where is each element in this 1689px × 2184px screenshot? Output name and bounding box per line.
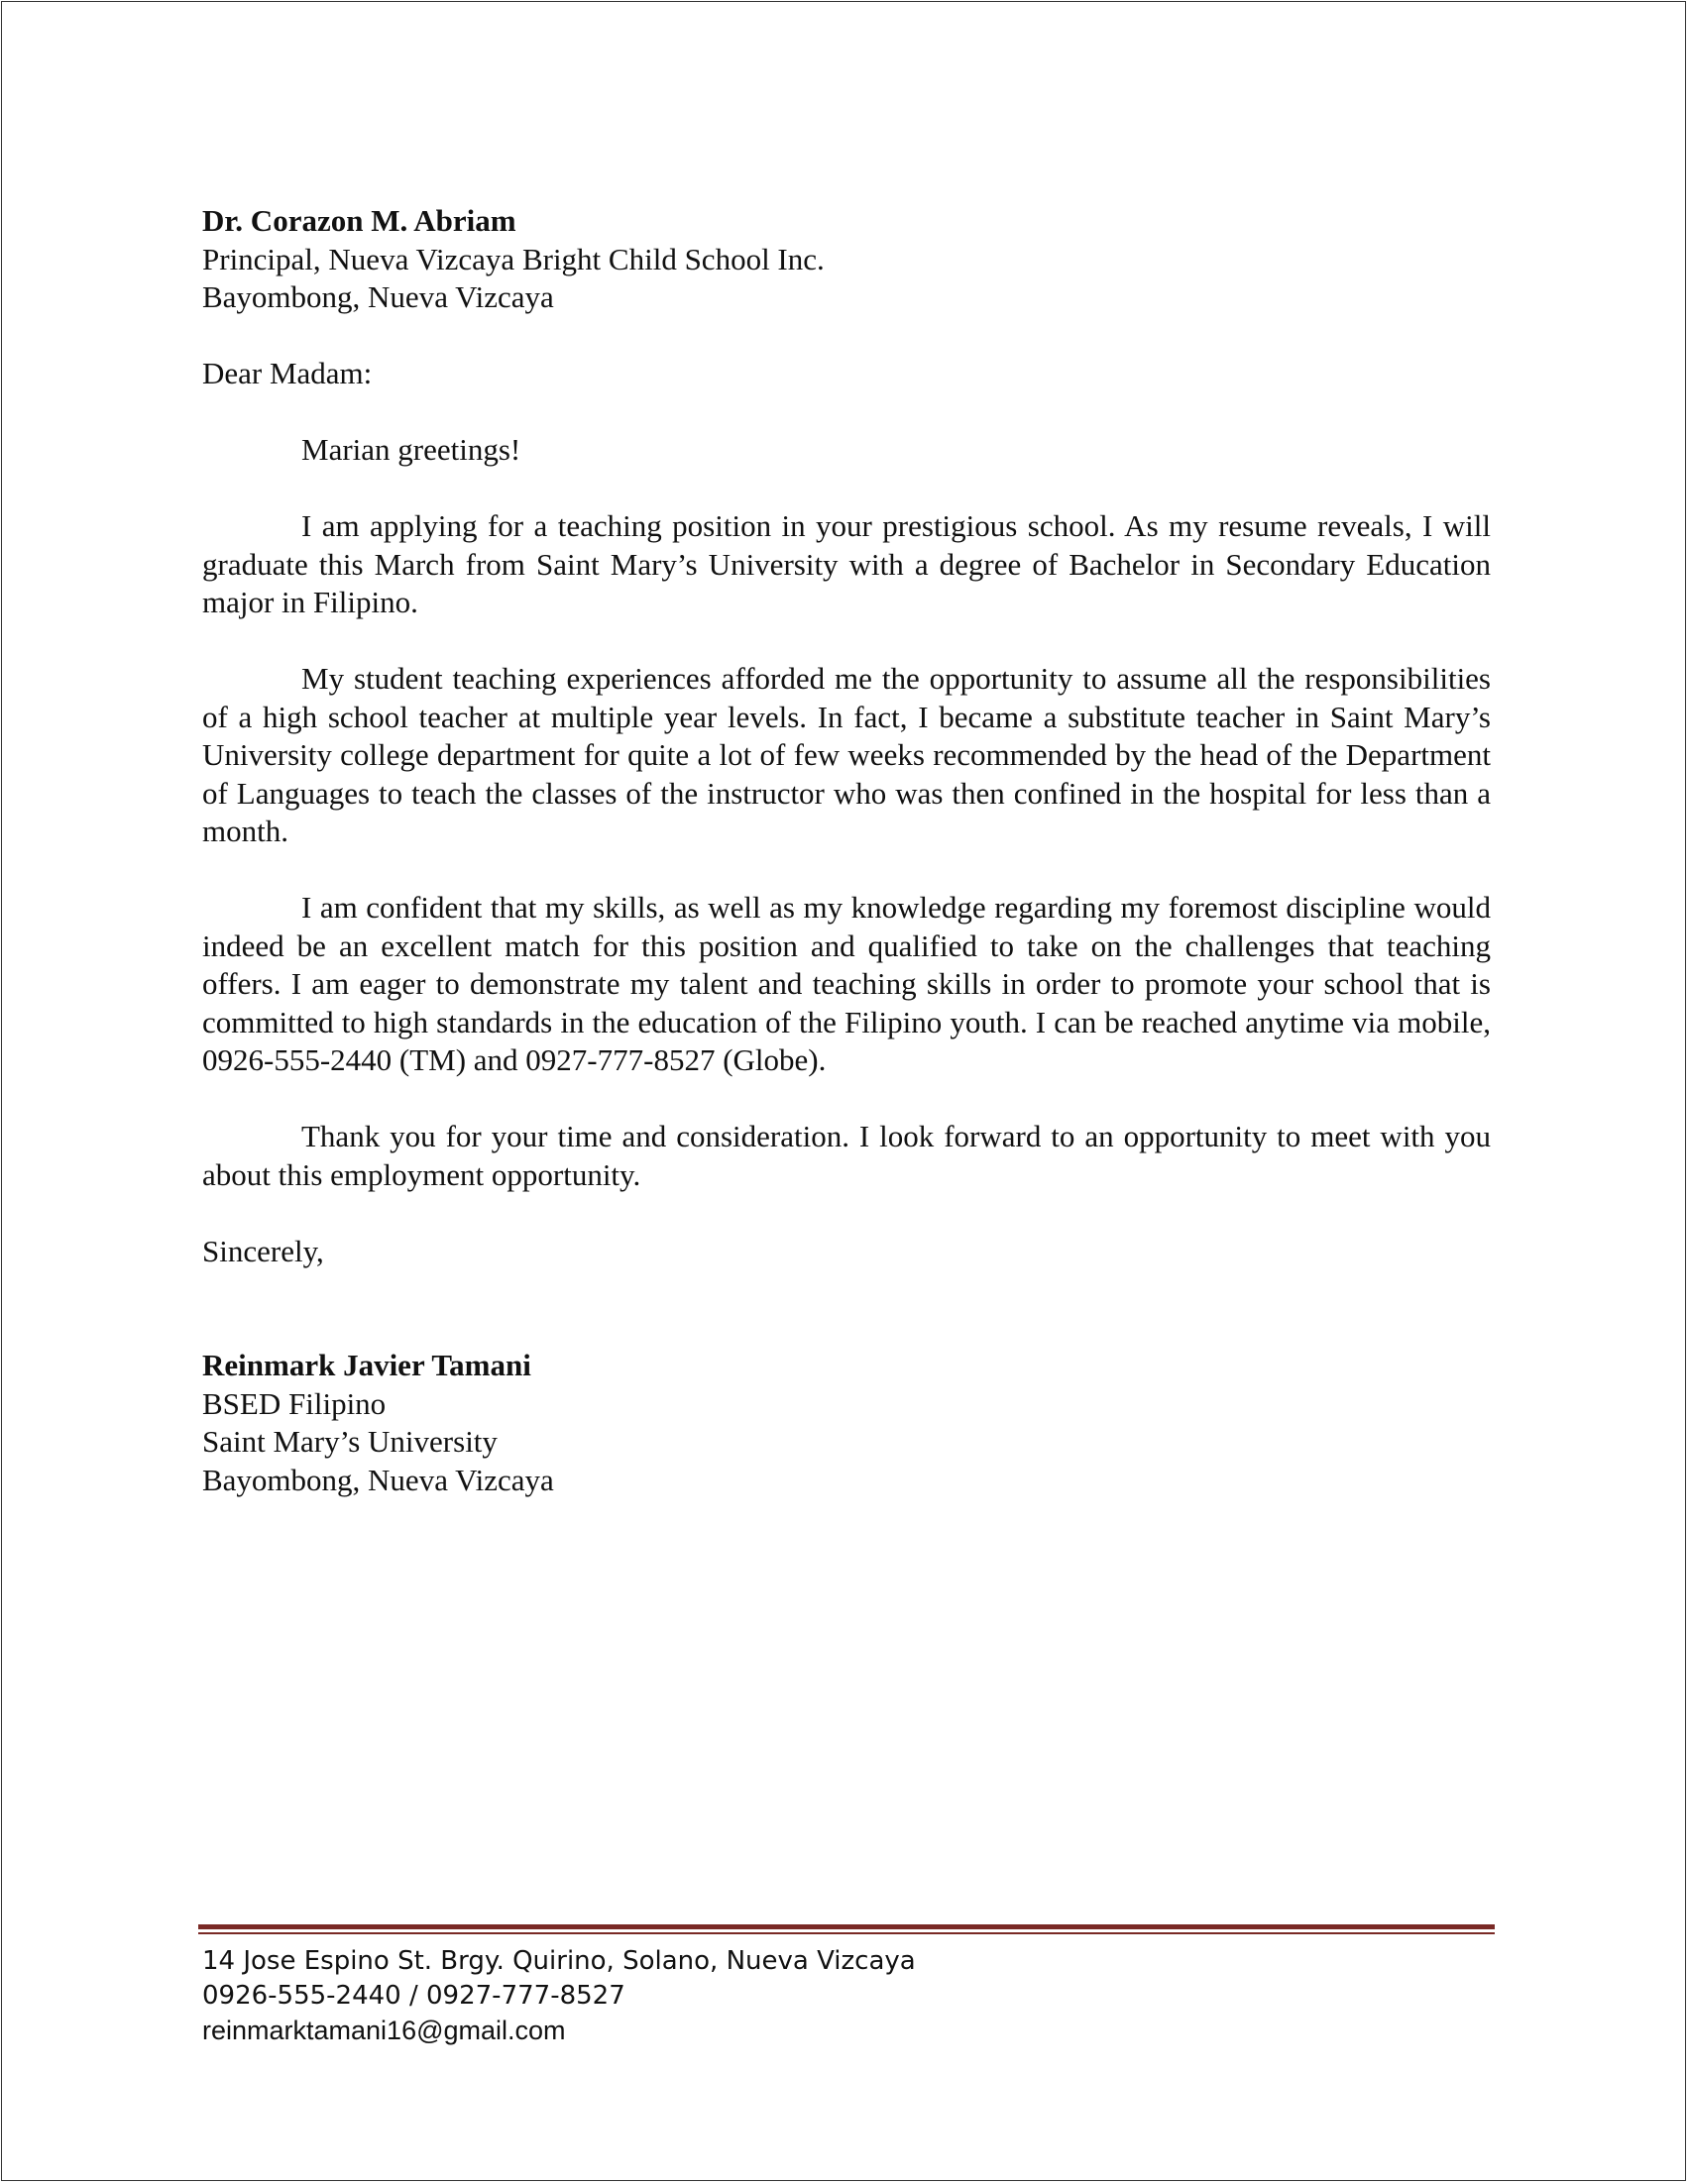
- recipient-location: Bayombong, Nueva Vizcaya: [202, 279, 554, 314]
- letter-body: [202, 202, 1491, 1499]
- footer-rule-thick: [198, 1924, 1495, 1929]
- letter-footer: [198, 1924, 1495, 2048]
- footer-address: 14 Jose Espino St. Brgy. Quirino, Solano, Nueva Vizcaya: [202, 1946, 916, 1976]
- paragraph-confidence: I am confident that my skills, as well as my knowledge regarding my foremost discipline would indeed be an excellent match for this position and qualified to take on the challenges that teaching offers. I am eager to demonstrate my talent and teaching skills in order to promote your school that is committed to high standards in the education of the Filipino youth. I can be reached anytime via mobile, 0926-555-2440 (TM) and 0927-777-8527 (Globe).: [202, 890, 1491, 1077]
- recipient-title: Principal, Nueva Vizcaya Bright Child School Inc.: [202, 241, 825, 276]
- letter-page: [1, 1, 1686, 2181]
- paragraph-thanks: Thank you for your time and consideration. I look forward to an opportunity to meet with you about this employment opportunity.: [202, 1119, 1491, 1192]
- sender-school: Saint Mary’s University: [202, 1424, 498, 1459]
- recipient-name: Dr. Corazon M. Abriam: [202, 203, 516, 238]
- footer-phones: 0926-555-2440 / 0927-777-8527: [202, 1981, 625, 2011]
- paragraph-experience: My student teaching experiences afforded me the opportunity to assume all the responsibilities of a high school teacher at multiple year levels. In fact, I became a substitute teacher in Saint Mary’s University college department for quite a lot of few weeks recommended by the head of the Department of Languages to teach the classes of the instructor who was then confined in the hospital for less than a month.: [202, 661, 1491, 848]
- sender-program: BSED Filipino: [202, 1385, 387, 1421]
- footer-email: reinmarktamani16@gmail.com: [202, 2016, 566, 2045]
- paragraph-application: I am applying for a teaching position in your prestigious school. As my resume reveals, I will graduate this March from Saint Mary’s University with a degree of Bachelor in Secondary Education major in Filipino.: [202, 508, 1491, 619]
- salutation: Dear Madam:: [202, 356, 373, 390]
- footer-contact: [198, 1944, 1495, 2048]
- paragraph-greeting: Marian greetings!: [301, 432, 521, 467]
- footer-rule-thin: [198, 1932, 1495, 1934]
- sender-name: Reinmark Javier Tamani: [202, 1348, 531, 1382]
- closing: Sincerely,: [202, 1233, 324, 1268]
- sender-location: Bayombong, Nueva Vizcaya: [202, 1462, 554, 1497]
